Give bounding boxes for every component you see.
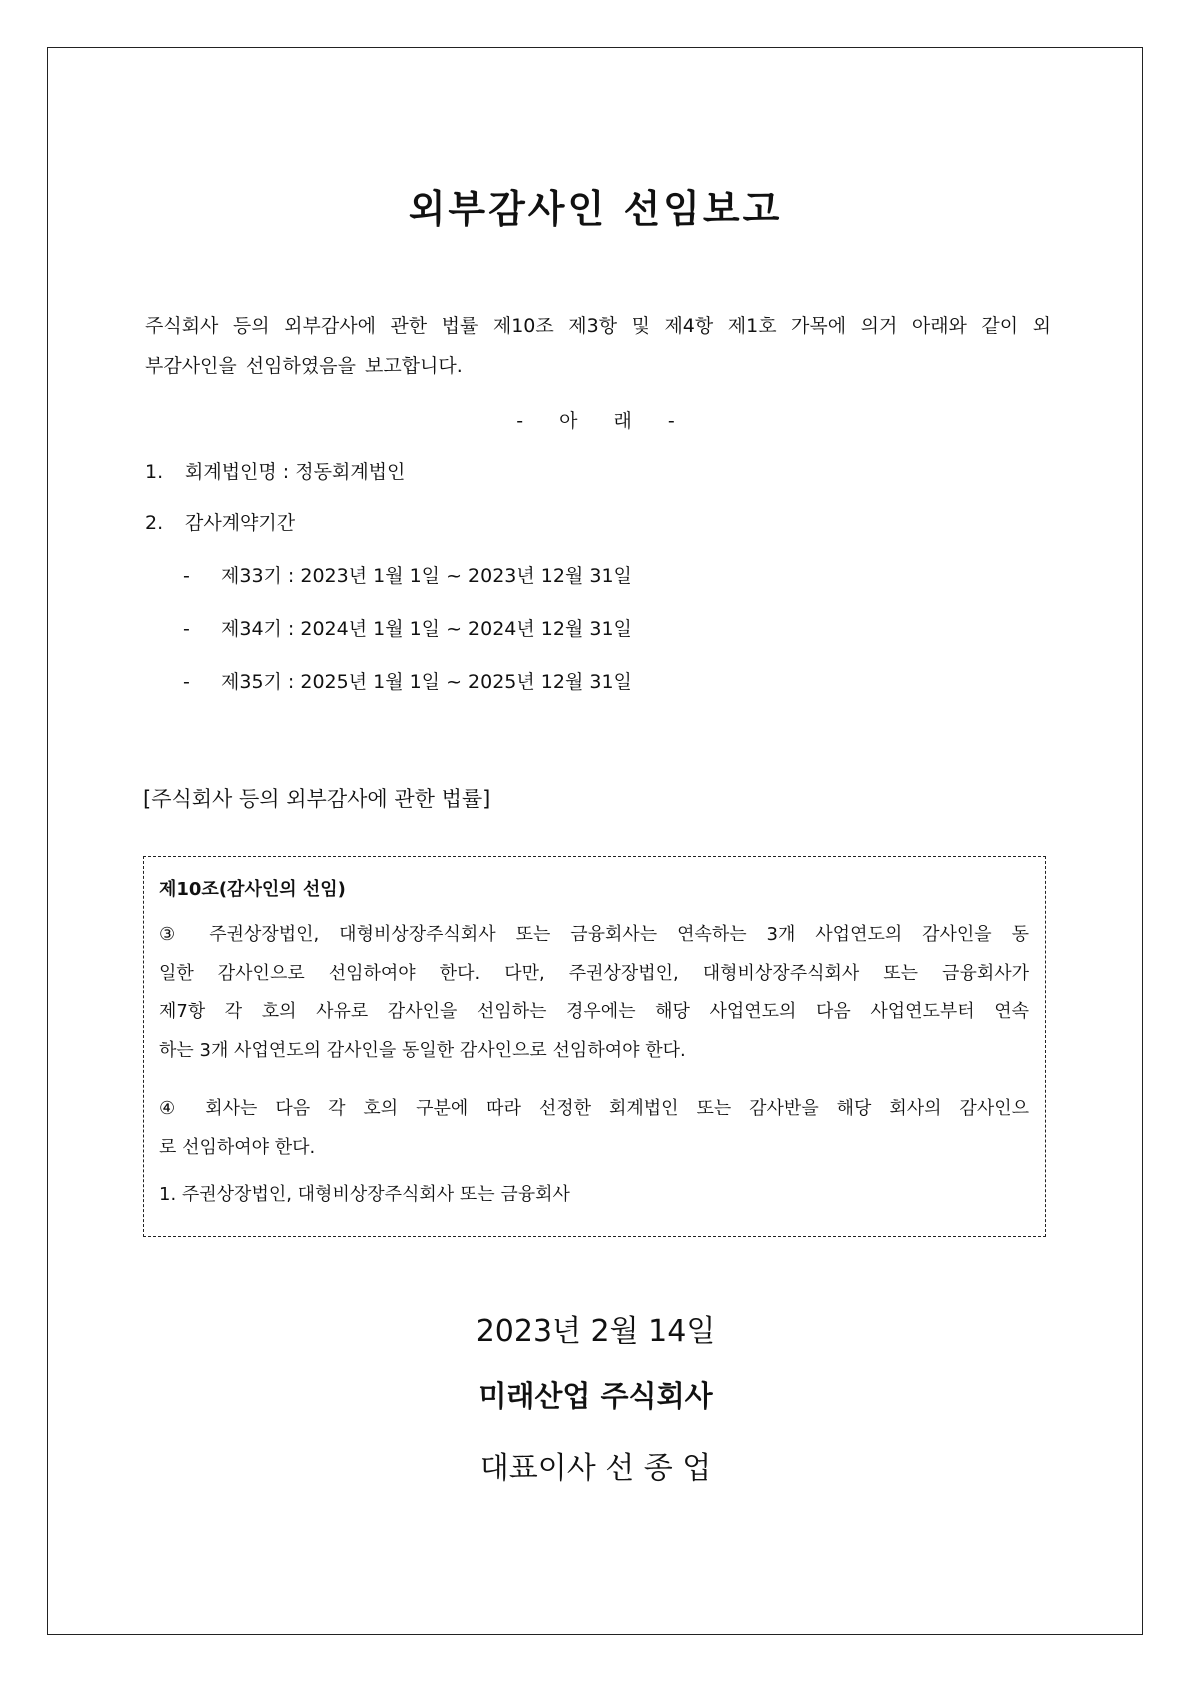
representative-name: 대표이사 선 종 업 xyxy=(479,1451,712,1486)
intro-line: 주식회사 등의 외부감사에 관한 법률 제10조 제3항 및 제4항 제1호 가목에 의거 아래와 같이 외 xyxy=(145,315,1051,337)
item-text: 감사계약기간 xyxy=(185,512,296,534)
item-text: 회계법인명 : 정동회계법인 xyxy=(185,461,406,483)
item-accounting-firm xyxy=(145,457,405,484)
paragraph-3 xyxy=(159,916,1029,1070)
paragraph-4-item-1: 1. 주권상장법인, 대형비상장주식회사 또는 금융회사 xyxy=(159,1184,570,1205)
paragraph-line: ④ 회사는 다음 각 호의 구분에 따라 선정한 회계법인 또는 감사반을 해당 회사의 감사인으 xyxy=(159,1098,1029,1119)
paragraph-line: 하는 3개 사업연도의 감사인을 동일한 감사인으로 선임하여야 한다. xyxy=(159,1039,686,1061)
item-number: 1. xyxy=(145,461,164,483)
contract-period-33 xyxy=(183,561,632,588)
intro-line: 부감사인을 선임하였음을 보고합니다. xyxy=(145,355,463,377)
contract-period-34 xyxy=(183,614,632,641)
contract-period-35 xyxy=(183,667,632,694)
bullet-dash: - xyxy=(183,671,190,693)
paragraph-line: 제7항 각 호의 사유로 감사인을 선임하는 경우에는 해당 사업연도의 다음 사업연도부터 연속 xyxy=(159,1001,1029,1022)
period-text: 제35기 : 2025년 1월 1일 ~ 2025년 12월 31일 xyxy=(221,671,632,693)
period-text: 제33기 : 2023년 1월 1일 ~ 2023년 12월 31일 xyxy=(221,565,632,587)
paragraph-line: 일한 감사인으로 선임하여야 한다. 다만, 주권상장법인, 대형비상장주식회사 또는 금융회사가 xyxy=(159,962,1029,984)
paragraph-line: ③ 주권상장법인, 대형비상장주식회사 또는 금융회사는 연속하는 3개 사업연도의 감사인을 동 xyxy=(159,924,1029,945)
company-name: 미래산업 주식회사 xyxy=(478,1379,713,1413)
report-date: 2023년 2월 14일 xyxy=(475,1314,716,1349)
bullet-dash: - xyxy=(183,565,190,587)
article-title: 제10조(감사인의 선임) xyxy=(159,879,346,900)
item-number: 2. xyxy=(145,512,164,534)
section-heading-below: - 아 래 - xyxy=(516,410,675,432)
paragraph-line: 로 선임하여야 한다. xyxy=(159,1136,316,1158)
intro-paragraph xyxy=(145,306,1051,386)
law-reference: [주식회사 등의 외부감사에 관한 법률] xyxy=(143,787,491,811)
document-title: 외부감사인 선임보고 xyxy=(408,187,783,231)
law-excerpt-box xyxy=(143,856,1046,1237)
period-text: 제34기 : 2024년 1월 1일 ~ 2024년 12월 31일 xyxy=(221,618,632,640)
bullet-dash: - xyxy=(183,618,190,640)
item-contract-period xyxy=(145,508,295,535)
paragraph-4 xyxy=(159,1090,1029,1167)
